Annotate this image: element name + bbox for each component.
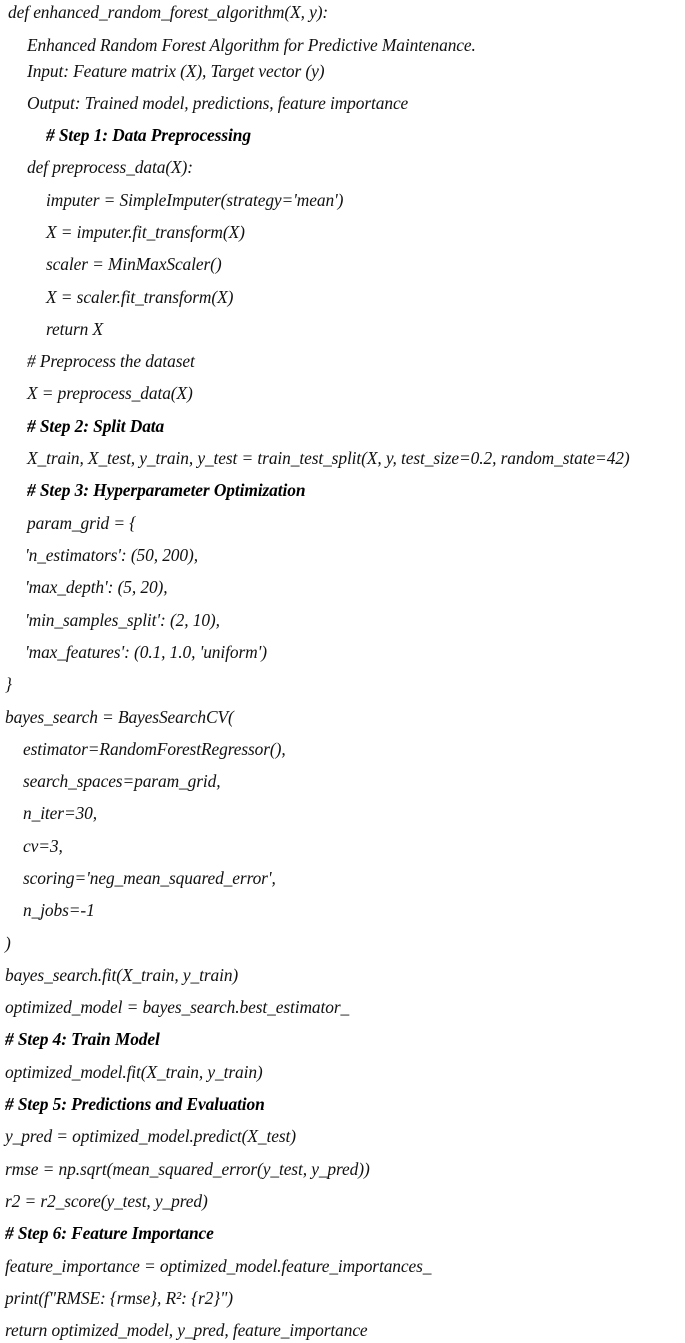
code-line: 'min_samples_split': (2, 10), xyxy=(25,610,220,630)
code-line: return X xyxy=(46,319,104,339)
code-line: } xyxy=(5,674,12,694)
code-line: rmse = np.sqrt(mean_squared_error(y_test, y_pred)) xyxy=(5,1159,370,1179)
code-line: bayes_search = BayesSearchCV( xyxy=(5,707,234,727)
code-line: optimized_model.fit(X_train, y_train) xyxy=(5,1062,263,1082)
code-line: optimized_model = bayes_search.best_estimator_ xyxy=(5,997,350,1017)
code-line: scaler = MinMaxScaler() xyxy=(46,254,222,274)
step-comment-heading: # Step 4: Train Model xyxy=(5,1029,160,1049)
code-line: # Preprocess the dataset xyxy=(27,351,195,371)
step-comment-heading: # Step 1: Data Preprocessing xyxy=(46,125,251,145)
step-comment-heading: # Step 5: Predictions and Evaluation xyxy=(5,1094,265,1114)
code-line: return optimized_model, y_pred, feature_importance xyxy=(5,1320,368,1340)
code-line: X = imputer.fit_transform(X) xyxy=(46,222,245,242)
code-line: bayes_search.fit(X_train, y_train) xyxy=(5,965,239,985)
code-line: Input: Feature matrix (X), Target vector (y) xyxy=(27,61,325,81)
code-line: def enhanced_random_forest_algorithm(X, y): xyxy=(8,2,329,22)
code-line: print(f"RMSE: {rmse}, R²: {r2}") xyxy=(5,1288,233,1308)
code-line: 'n_estimators': (50, 200), xyxy=(25,545,198,565)
code-line: 'max_depth': (5, 20), xyxy=(25,577,168,597)
step-comment-heading: # Step 3: Hyperparameter Optimization xyxy=(27,480,306,500)
code-line: Enhanced Random Forest Algorithm for Predictive Maintenance. xyxy=(27,35,476,55)
code-line: feature_importance = optimized_model.feature_importances_ xyxy=(5,1256,432,1276)
code-line: r2 = r2_score(y_test, y_pred) xyxy=(5,1191,208,1211)
step-comment-heading: # Step 6: Feature Importance xyxy=(5,1223,214,1243)
code-line: cv=3, xyxy=(23,836,63,856)
code-line: X = scaler.fit_transform(X) xyxy=(46,287,234,307)
code-line: imputer = SimpleImputer(strategy='mean') xyxy=(46,190,344,210)
code-line: n_iter=30, xyxy=(23,803,98,823)
step-comment-heading: # Step 2: Split Data xyxy=(27,416,165,436)
code-line: scoring='neg_mean_squared_error', xyxy=(23,868,276,888)
code-line: Output: Trained model, predictions, feature importance xyxy=(27,93,409,113)
code-line: param_grid = { xyxy=(27,513,137,533)
code-line: def preprocess_data(X): xyxy=(27,157,193,177)
code-line: n_jobs=-1 xyxy=(23,900,95,920)
code-line: y_pred = optimized_model.predict(X_test) xyxy=(5,1126,296,1146)
code-line: estimator=RandomForestRegressor(), xyxy=(23,739,286,759)
code-line: 'max_features': (0.1, 1.0, 'uniform') xyxy=(25,642,267,662)
code-line: X = preprocess_data(X) xyxy=(27,383,193,403)
code-line: ) xyxy=(5,933,11,953)
code-line: X_train, X_test, y_train, y_test = train_test_split(X, y, test_size=0.2, random_state=42) xyxy=(27,448,630,468)
code-line: search_spaces=param_grid, xyxy=(23,771,221,791)
